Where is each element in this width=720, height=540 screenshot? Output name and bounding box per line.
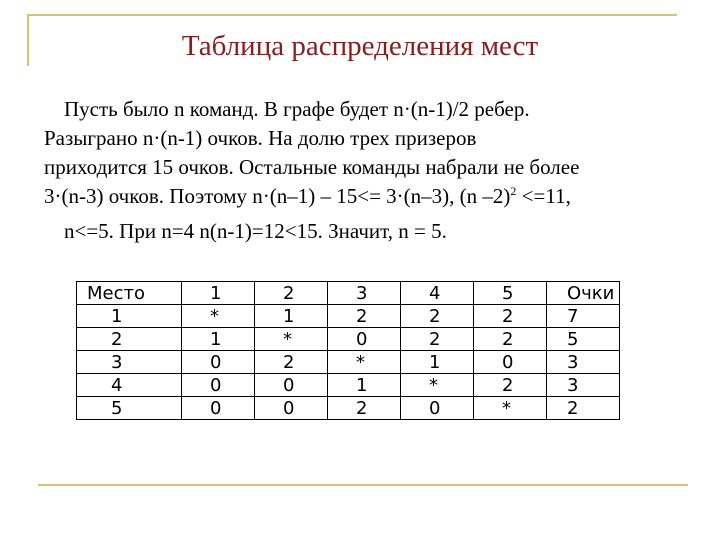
table-cell: 2 xyxy=(328,305,401,328)
table-cell: * xyxy=(401,374,474,397)
table-row xyxy=(77,397,620,420)
header-team-3: 3 xyxy=(328,282,401,305)
table-header-row xyxy=(77,282,620,305)
table-cell: 2 xyxy=(255,351,328,374)
decorative-top-line xyxy=(27,14,677,16)
table-row xyxy=(77,328,620,351)
table-cell: 0 xyxy=(182,397,255,420)
table-cell: 2 xyxy=(474,374,547,397)
table-row xyxy=(77,305,620,328)
table-cell: 3 xyxy=(547,351,620,374)
explanation-paragraph xyxy=(44,95,694,246)
table-cell: 0 xyxy=(401,397,474,420)
exponent: 2 xyxy=(510,184,517,198)
paragraph-line: Разыграно n·(n-1) очков. На долю трех призеров xyxy=(44,126,477,150)
table-cell: 2 xyxy=(474,305,547,328)
paragraph-text: <=11, xyxy=(516,184,571,208)
table-cell: 3 xyxy=(547,374,620,397)
table-cell: 4 xyxy=(77,374,182,397)
header-points: Очки xyxy=(547,282,620,305)
header-place: Место xyxy=(77,282,182,305)
table-cell: 1 xyxy=(328,374,401,397)
table-cell: * xyxy=(474,397,547,420)
table-cell: 0 xyxy=(182,351,255,374)
table-cell: 2 xyxy=(77,328,182,351)
table-cell: 0 xyxy=(328,328,401,351)
table-cell: 7 xyxy=(547,305,620,328)
slide-title: Таблица распределения мест xyxy=(181,30,539,62)
decorative-bottom-line xyxy=(38,484,688,486)
table-cell: 2 xyxy=(401,328,474,351)
table-cell: 2 xyxy=(547,397,620,420)
table-cell: 2 xyxy=(401,305,474,328)
header-team-1: 1 xyxy=(182,282,255,305)
table-cell: 1 xyxy=(401,351,474,374)
table-cell: 5 xyxy=(547,328,620,351)
header-team-2: 2 xyxy=(255,282,328,305)
table-cell: 0 xyxy=(474,351,547,374)
table-cell: 1 xyxy=(77,305,182,328)
header-team-5: 5 xyxy=(474,282,547,305)
paragraph-line: n<=5. При n=4 n(n-1)=12<15. Значит, n = 5. xyxy=(64,219,447,243)
table-cell: 1 xyxy=(182,328,255,351)
table-cell: * xyxy=(255,328,328,351)
paragraph-line-with-exponent xyxy=(44,182,694,211)
table-cell: 2 xyxy=(474,328,547,351)
table-cell: 3 xyxy=(77,351,182,374)
table-row xyxy=(77,351,620,374)
table-cell: 2 xyxy=(328,397,401,420)
table-cell: 0 xyxy=(182,374,255,397)
table-cell: 0 xyxy=(255,397,328,420)
places-table xyxy=(76,281,620,420)
table-cell: 0 xyxy=(255,374,328,397)
table-cell: 1 xyxy=(255,305,328,328)
table-cell: * xyxy=(328,351,401,374)
paragraph-text: 3·(n-3) очков. Поэтому n·(n–1) – 15<= 3·(n–3), (n –2) xyxy=(44,184,511,208)
table-cell: 5 xyxy=(77,397,182,420)
header-team-4: 4 xyxy=(401,282,474,305)
table-cell: * xyxy=(182,305,255,328)
paragraph-line: Пусть было n команд. В графе будет n·(n-1)/2 ребер. xyxy=(64,97,530,121)
paragraph-line: приходится 15 очков. Остальные команды набрали не более xyxy=(44,155,580,179)
table-row xyxy=(77,374,620,397)
